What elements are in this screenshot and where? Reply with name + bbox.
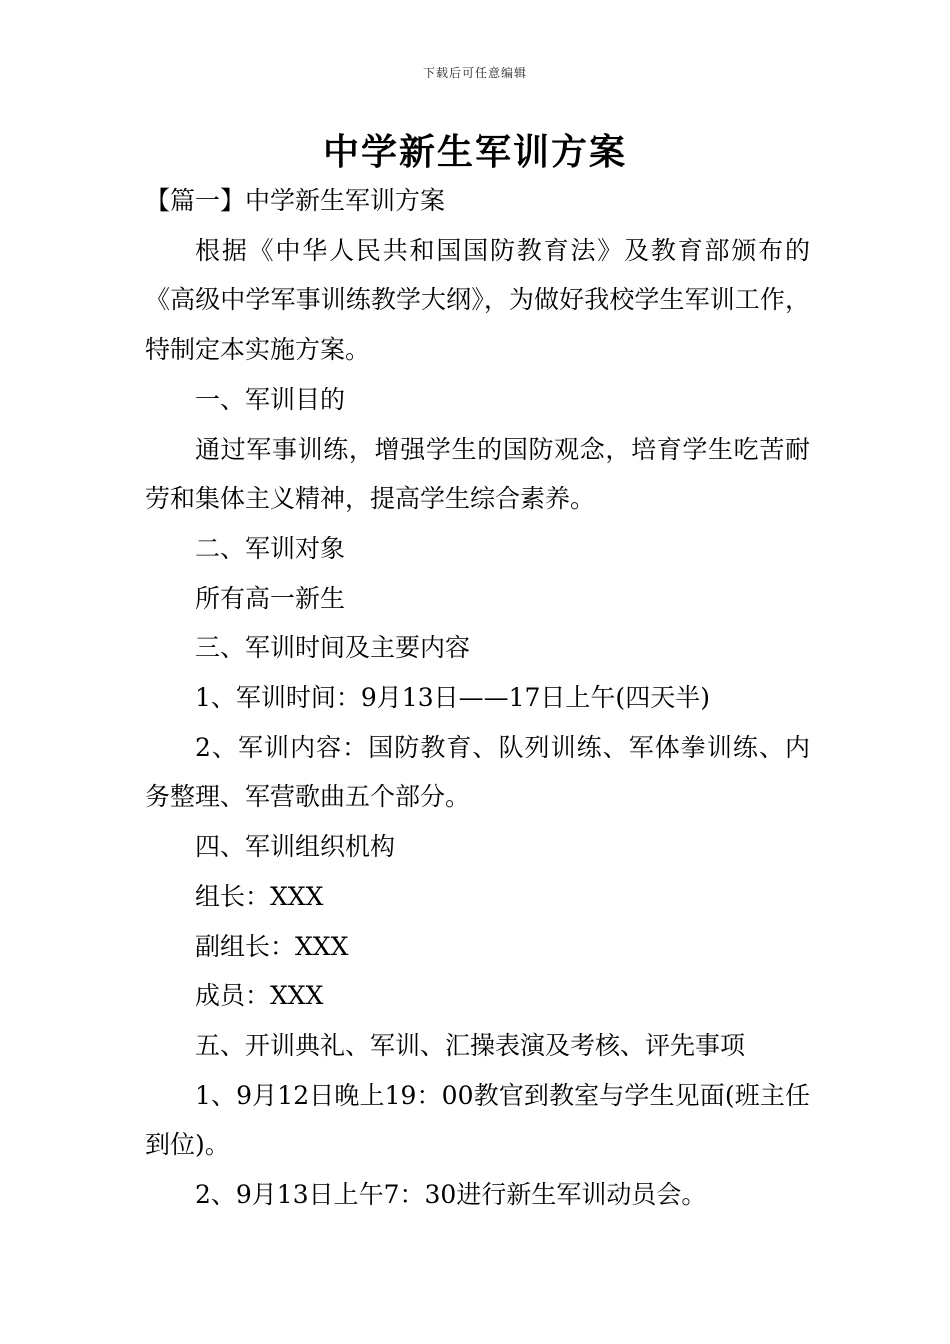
- paragraph: 通过军事训练，增强学生的国防观念，培育学生吃苦耐劳和集体主义精神，提高学生综合素养。: [145, 434, 810, 514]
- paragraph: 2、9月13日上午7：30进行新生军训动员会。: [195, 1180, 707, 1210]
- section-label: 【篇一】中学新生军训方案: [145, 186, 446, 215]
- paragraph: 1、军训时间：9月13日——17日上午(四天半): [195, 683, 710, 713]
- document-title: 中学新生军训方案: [322, 132, 627, 173]
- paragraph: 副组长：XXX: [195, 931, 349, 961]
- paragraph: 所有高一新生: [195, 583, 346, 613]
- heading-target: 二、军训对象: [195, 533, 346, 563]
- heading-organization: 四、军训组织机构: [195, 832, 396, 862]
- paragraph: 根据《中华人民共和国国防教育法》及教育部颁布的《高级中学军事训练教学大纲》，为做好我校学生军训工作，特制定本实施方案。: [145, 235, 810, 365]
- heading-purpose: 一、军训目的: [195, 384, 346, 414]
- paragraph: 1、9月12日晚上19：00教官到教室与学生见面(班主任到位)。: [145, 1080, 810, 1160]
- header-note: 下载后可任意编辑: [422, 66, 527, 80]
- paragraph: 2、军训内容：国防教育、队列训练、军体拳训练、内务整理、军营歌曲五个部分。: [145, 732, 810, 812]
- paragraph: 组长：XXX: [195, 881, 324, 911]
- heading-schedule: 三、军训时间及主要内容: [195, 633, 471, 663]
- heading-ceremony: 五、开训典礼、军训、汇操表演及考核、评先事项: [195, 1030, 746, 1060]
- paragraph: 成员：XXX: [195, 981, 324, 1011]
- document-body: [145, 176, 810, 1220]
